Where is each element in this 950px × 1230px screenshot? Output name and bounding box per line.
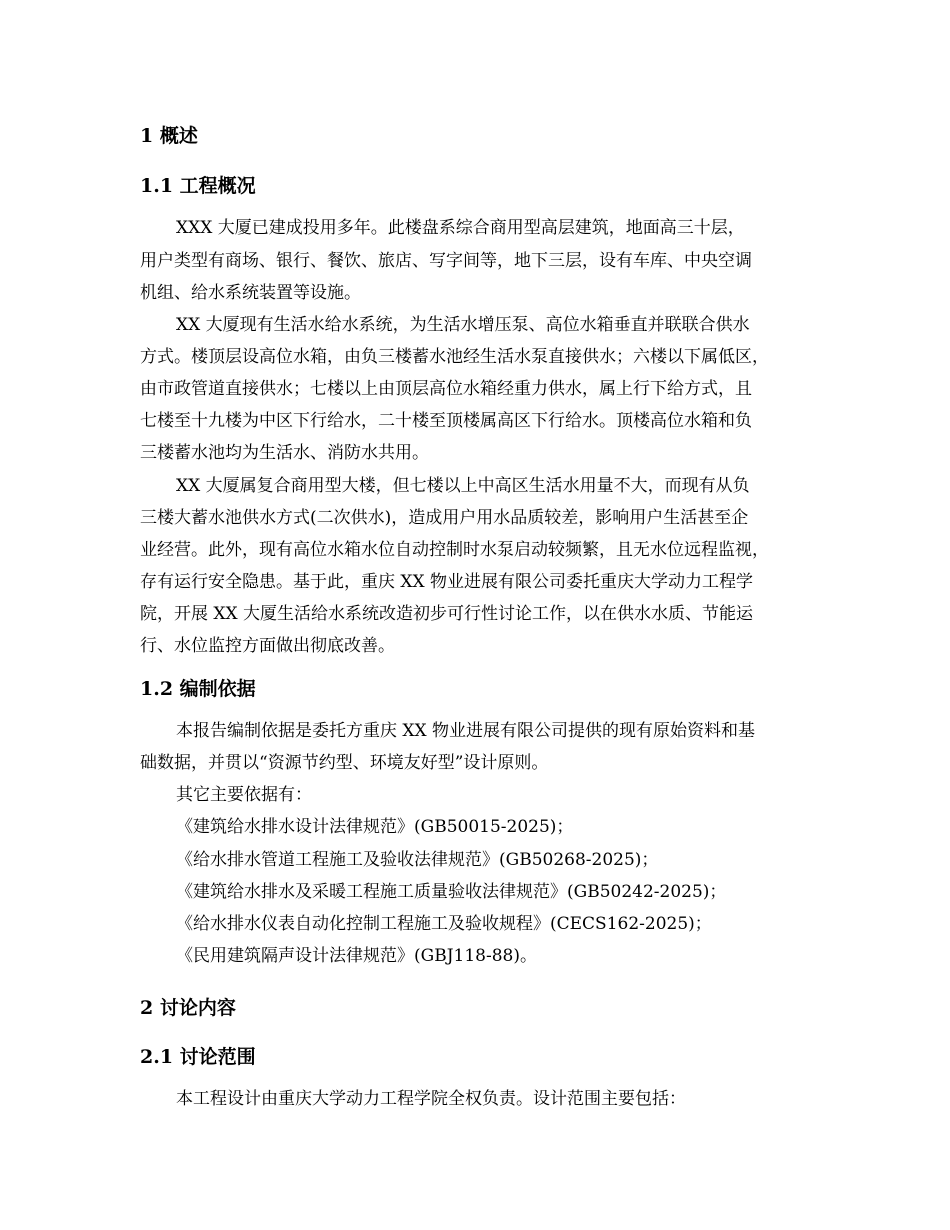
paragraph-line: 三楼大蓄水池供水方式(二次供水)，造成用户用水品质较差，影响用户生活甚至企 [140,508,749,528]
paragraph-line: 存有运行安全隐患。基于此，重庆 XX 物业进展有限公司委托重庆大学动力工程学 [140,572,754,592]
paragraph-line: 行、水位监控方面做出彻底改善。 [140,636,395,656]
paragraph-line: 院，开展 XX 大厦生活给水系统改造初步可行性讨论工作，以在供水水质、节能运 [140,604,754,624]
paragraph-line: 机组、给水系统装置等设施。 [140,283,361,303]
paragraph-line: 其它主要依据有： [176,785,312,805]
reference-item: 《给水排水管道工程施工及验收法律规范》(GB50268-2025)； [176,850,659,870]
paragraph-line: 本工程设计由重庆大学动力工程学院全权负责。设计范围主要包括： [176,1089,686,1109]
paragraph-line: XX 大厦属复合商用型大楼，但七楼以上中高区生活水用量不大，而现有从负 [176,476,750,496]
paragraph-line: 由市政管道直接供水；七楼以上由顶层高位水箱经重力供水，属上行下给方式，且 [140,379,752,399]
paragraph-line: 方式。楼顶层设高位水箱，由负三楼蓄水池经生活水泵直接供水；六楼以下属低区， [140,347,769,367]
paragraph-line: 础数据，并贯以“资源节约型、环境友好型”设计原则。 [140,753,549,773]
paragraph-line: 本报告编制依据是委托方重庆 XX 物业进展有限公司提供的现有原始资料和基 [176,721,756,741]
heading-section-2-1: 2.1 讨论范围 [140,1046,256,1068]
heading-section-1-1: 1.1 工程概况 [140,175,256,197]
paragraph-line: 七楼至十九楼为中区下行给水，二十楼至顶楼属高区下行给水。顶楼高位水箱和负 [140,411,752,431]
paragraph-line: 业经营。此外，现有高位水箱水位自动控制时水泵启动较频繁，且无水位远程监视， [140,540,769,560]
reference-item: 《民用建筑隔声设计法律规范》(GBJ118-88)。 [176,946,537,966]
paragraph-line: XXX 大厦已建成投用多年。此楼盘系综合商用型高层建筑，地面高三十层， [176,218,745,238]
paragraph-line: XX 大厦现有生活水给水系统，为生活水增压泵、高位水箱垂直并联联合供水 [176,315,750,335]
heading-section-2: 2 讨论内容 [140,997,236,1019]
heading-section-1: 1 概述 [140,125,198,147]
paragraph-line: 用户类型有商场、银行、餐饮、旅店、写字间等，地下三层，设有车库、中央空调 [140,251,752,271]
reference-item: 《给水排水仪表自动化控制工程施工及验收规程》(CECS162-2025)； [176,914,712,934]
reference-item: 《建筑给水排水及采暖工程施工质量验收法律规范》(GB50242-2025)； [176,882,727,902]
heading-section-1-2: 1.2 编制依据 [140,678,256,700]
paragraph-line: 三楼蓄水池均为生活水、消防水共用。 [140,443,429,463]
reference-item: 《建筑给水排水设计法律规范》(GB50015-2025)； [176,817,574,837]
